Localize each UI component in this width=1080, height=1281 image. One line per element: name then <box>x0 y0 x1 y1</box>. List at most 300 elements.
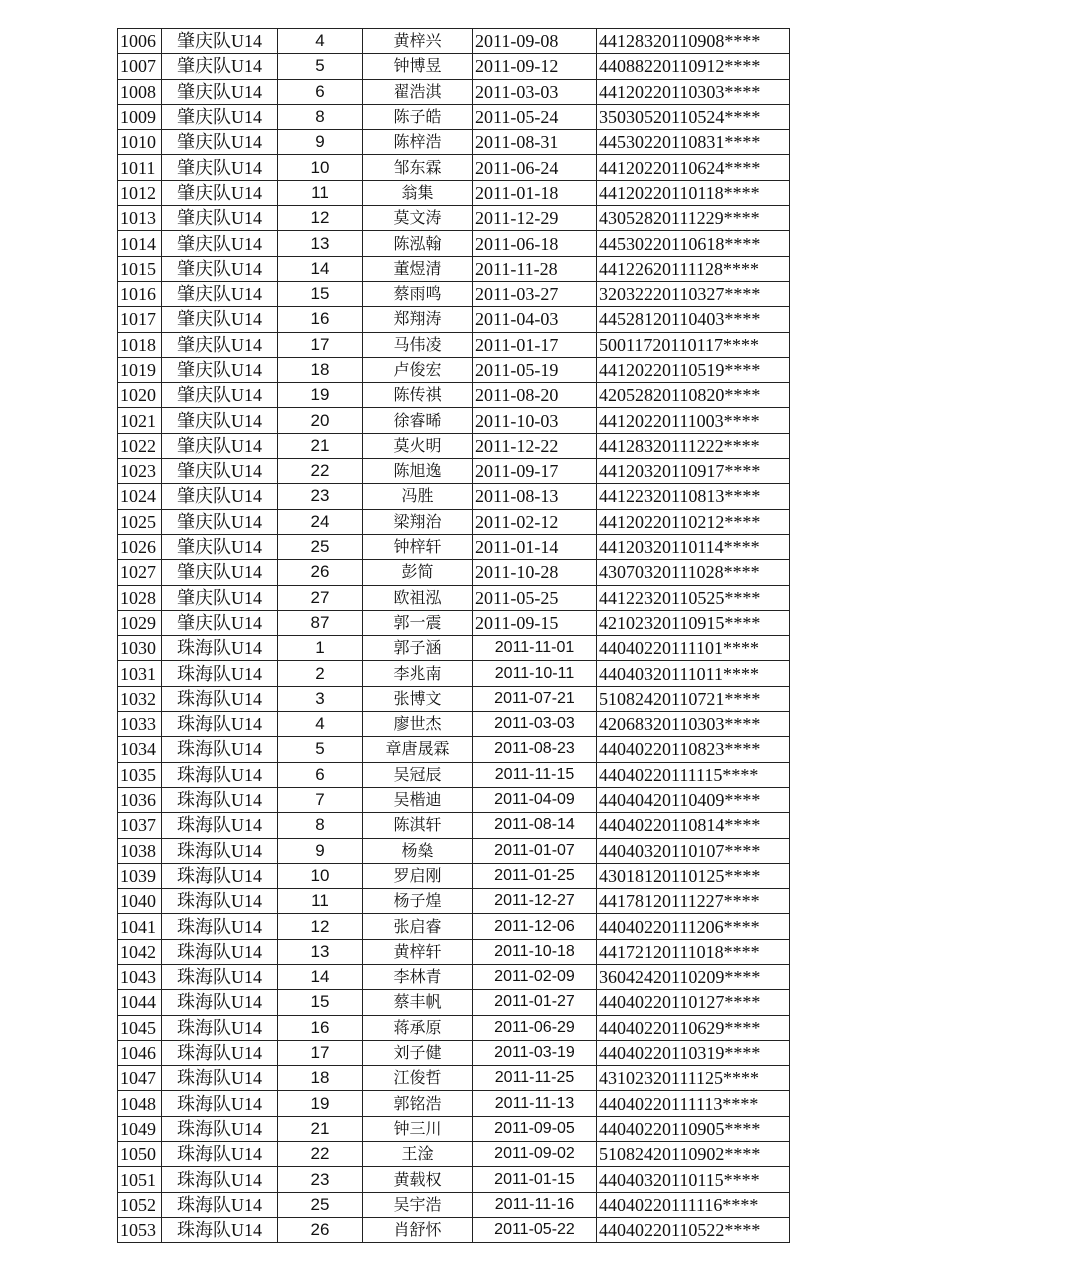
player-id-cell: 1038 <box>118 838 162 863</box>
player-id-cell: 1026 <box>118 534 162 559</box>
roster-sheet <box>117 28 790 1243</box>
player-id-cell: 1045 <box>118 1015 162 1040</box>
player-name-cell: 莫文涛 <box>363 206 473 231</box>
jersey-number-cell: 5 <box>278 737 363 762</box>
id-number-cell: 44040220111113**** <box>597 1091 790 1116</box>
team-cell: 肇庆队U14 <box>162 560 278 585</box>
table-row <box>118 1066 790 1091</box>
birth-date-cell: 2011-12-29 <box>473 206 597 231</box>
jersey-number-cell: 26 <box>278 560 363 585</box>
id-number-cell: 44120220110624**** <box>597 155 790 180</box>
team-cell: 肇庆队U14 <box>162 130 278 155</box>
table-row <box>118 1217 790 1242</box>
id-number-cell: 43102320111125**** <box>597 1066 790 1091</box>
jersey-number-cell: 22 <box>278 459 363 484</box>
table-row <box>118 534 790 559</box>
player-id-cell: 1040 <box>118 889 162 914</box>
jersey-number-cell: 18 <box>278 1066 363 1091</box>
jersey-number-cell: 17 <box>278 332 363 357</box>
birth-date-cell: 2011-11-13 <box>473 1091 597 1116</box>
player-id-cell: 1011 <box>118 155 162 180</box>
player-id-cell: 1053 <box>118 1217 162 1242</box>
table-row <box>118 1015 790 1040</box>
jersey-number-cell: 21 <box>278 433 363 458</box>
team-cell: 珠海队U14 <box>162 838 278 863</box>
id-number-cell: 32032220110327**** <box>597 281 790 306</box>
team-cell: 珠海队U14 <box>162 813 278 838</box>
birth-date-cell: 2011-05-19 <box>473 357 597 382</box>
player-roster-table <box>117 28 790 1243</box>
id-number-cell: 44122320110813**** <box>597 484 790 509</box>
birth-date-cell: 2011-12-27 <box>473 889 597 914</box>
team-cell: 珠海队U14 <box>162 636 278 661</box>
player-id-cell: 1007 <box>118 54 162 79</box>
team-cell: 肇庆队U14 <box>162 459 278 484</box>
player-name-cell: 陈梓浩 <box>363 130 473 155</box>
team-cell: 肇庆队U14 <box>162 54 278 79</box>
birth-date-cell: 2011-12-22 <box>473 433 597 458</box>
jersey-number-cell: 3 <box>278 686 363 711</box>
player-id-cell: 1016 <box>118 281 162 306</box>
team-cell: 肇庆队U14 <box>162 307 278 332</box>
player-id-cell: 1010 <box>118 130 162 155</box>
id-number-cell: 51082420110721**** <box>597 686 790 711</box>
id-number-cell: 44040220110319**** <box>597 1040 790 1065</box>
player-id-cell: 1034 <box>118 737 162 762</box>
birth-date-cell: 2011-12-06 <box>473 914 597 939</box>
birth-date-cell: 2011-05-25 <box>473 585 597 610</box>
table-row <box>118 686 790 711</box>
player-name-cell: 章唐晟霖 <box>363 737 473 762</box>
birth-date-cell: 2011-01-17 <box>473 332 597 357</box>
jersey-number-cell: 19 <box>278 383 363 408</box>
player-id-cell: 1012 <box>118 180 162 205</box>
birth-date-cell: 2011-11-15 <box>473 762 597 787</box>
jersey-number-cell: 25 <box>278 534 363 559</box>
player-name-cell: 邹东霖 <box>363 155 473 180</box>
jersey-number-cell: 6 <box>278 79 363 104</box>
team-cell: 肇庆队U14 <box>162 231 278 256</box>
birth-date-cell: 2011-07-21 <box>473 686 597 711</box>
jersey-number-cell: 16 <box>278 307 363 332</box>
id-number-cell: 44040220110814**** <box>597 813 790 838</box>
table-row <box>118 585 790 610</box>
team-cell: 珠海队U14 <box>162 787 278 812</box>
id-number-cell: 42102320110915**** <box>597 610 790 635</box>
jersey-number-cell: 4 <box>278 712 363 737</box>
player-name-cell: 翁集 <box>363 180 473 205</box>
id-number-cell: 44122620111128**** <box>597 256 790 281</box>
id-number-cell: 51082420110902**** <box>597 1142 790 1167</box>
player-name-cell: 江俊哲 <box>363 1066 473 1091</box>
table-row <box>118 863 790 888</box>
player-name-cell: 郭铭浩 <box>363 1091 473 1116</box>
player-name-cell: 吴冠辰 <box>363 762 473 787</box>
id-number-cell: 44120320110114**** <box>597 534 790 559</box>
birth-date-cell: 2011-11-01 <box>473 636 597 661</box>
player-id-cell: 1019 <box>118 357 162 382</box>
birth-date-cell: 2011-05-24 <box>473 104 597 129</box>
table-row <box>118 712 790 737</box>
team-cell: 珠海队U14 <box>162 762 278 787</box>
table-row <box>118 484 790 509</box>
id-number-cell: 44040220110522**** <box>597 1217 790 1242</box>
team-cell: 珠海队U14 <box>162 863 278 888</box>
table-row <box>118 964 790 989</box>
id-number-cell: 44040320110115**** <box>597 1167 790 1192</box>
player-name-cell: 董煜清 <box>363 256 473 281</box>
player-id-cell: 1020 <box>118 383 162 408</box>
player-name-cell: 黄载权 <box>363 1167 473 1192</box>
player-id-cell: 1032 <box>118 686 162 711</box>
jersey-number-cell: 11 <box>278 180 363 205</box>
player-name-cell: 蔡雨鸣 <box>363 281 473 306</box>
birth-date-cell: 2011-03-03 <box>473 712 597 737</box>
id-number-cell: 44040220110823**** <box>597 737 790 762</box>
player-id-cell: 1043 <box>118 964 162 989</box>
player-id-cell: 1028 <box>118 585 162 610</box>
team-cell: 肇庆队U14 <box>162 509 278 534</box>
player-name-cell: 翟浩淇 <box>363 79 473 104</box>
table-row <box>118 762 790 787</box>
table-row <box>118 79 790 104</box>
player-id-cell: 1033 <box>118 712 162 737</box>
jersey-number-cell: 26 <box>278 1217 363 1242</box>
player-name-cell: 郭一震 <box>363 610 473 635</box>
player-name-cell: 陈淇轩 <box>363 813 473 838</box>
team-cell: 珠海队U14 <box>162 1217 278 1242</box>
player-name-cell: 梁翔治 <box>363 509 473 534</box>
player-name-cell: 莫火明 <box>363 433 473 458</box>
player-id-cell: 1052 <box>118 1192 162 1217</box>
team-cell: 珠海队U14 <box>162 1040 278 1065</box>
jersey-number-cell: 14 <box>278 256 363 281</box>
birth-date-cell: 2011-01-07 <box>473 838 597 863</box>
table-row <box>118 1040 790 1065</box>
id-number-cell: 44530220110618**** <box>597 231 790 256</box>
table-row <box>118 1192 790 1217</box>
player-id-cell: 1050 <box>118 1142 162 1167</box>
id-number-cell: 44122320110525**** <box>597 585 790 610</box>
id-number-cell: 44120220110519**** <box>597 357 790 382</box>
team-cell: 珠海队U14 <box>162 1116 278 1141</box>
jersey-number-cell: 4 <box>278 29 363 54</box>
id-number-cell: 35030520110524**** <box>597 104 790 129</box>
player-name-cell: 徐睿晞 <box>363 408 473 433</box>
player-name-cell: 马伟凌 <box>363 332 473 357</box>
id-number-cell: 44040220110905**** <box>597 1116 790 1141</box>
birth-date-cell: 2011-05-22 <box>473 1217 597 1242</box>
jersey-number-cell: 24 <box>278 509 363 534</box>
jersey-number-cell: 25 <box>278 1192 363 1217</box>
player-name-cell: 钟三川 <box>363 1116 473 1141</box>
team-cell: 肇庆队U14 <box>162 610 278 635</box>
jersey-number-cell: 8 <box>278 104 363 129</box>
team-cell: 肇庆队U14 <box>162 281 278 306</box>
birth-date-cell: 2011-01-14 <box>473 534 597 559</box>
table-row <box>118 231 790 256</box>
birth-date-cell: 2011-04-09 <box>473 787 597 812</box>
birth-date-cell: 2011-03-19 <box>473 1040 597 1065</box>
team-cell: 珠海队U14 <box>162 1091 278 1116</box>
team-cell: 珠海队U14 <box>162 990 278 1015</box>
birth-date-cell: 2011-08-20 <box>473 383 597 408</box>
player-id-cell: 1009 <box>118 104 162 129</box>
team-cell: 肇庆队U14 <box>162 484 278 509</box>
player-id-cell: 1021 <box>118 408 162 433</box>
player-name-cell: 杨子煌 <box>363 889 473 914</box>
table-row <box>118 433 790 458</box>
player-name-cell: 卢俊宏 <box>363 357 473 382</box>
table-row <box>118 459 790 484</box>
team-cell: 珠海队U14 <box>162 914 278 939</box>
team-cell: 肇庆队U14 <box>162 206 278 231</box>
table-row <box>118 889 790 914</box>
player-name-cell: 李兆南 <box>363 661 473 686</box>
birth-date-cell: 2011-09-08 <box>473 29 597 54</box>
table-row <box>118 990 790 1015</box>
player-name-cell: 吴楷迪 <box>363 787 473 812</box>
player-name-cell: 欧祖泓 <box>363 585 473 610</box>
table-row <box>118 610 790 635</box>
team-cell: 肇庆队U14 <box>162 180 278 205</box>
table-row <box>118 256 790 281</box>
player-id-cell: 1018 <box>118 332 162 357</box>
birth-date-cell: 2011-08-31 <box>473 130 597 155</box>
birth-date-cell: 2011-08-14 <box>473 813 597 838</box>
table-row <box>118 661 790 686</box>
player-id-cell: 1044 <box>118 990 162 1015</box>
jersey-number-cell: 9 <box>278 838 363 863</box>
player-name-cell: 吴宇浩 <box>363 1192 473 1217</box>
table-row <box>118 54 790 79</box>
player-name-cell: 杨燊 <box>363 838 473 863</box>
birth-date-cell: 2011-08-13 <box>473 484 597 509</box>
team-cell: 肇庆队U14 <box>162 383 278 408</box>
id-number-cell: 44040320110107**** <box>597 838 790 863</box>
team-cell: 肇庆队U14 <box>162 155 278 180</box>
player-id-cell: 1013 <box>118 206 162 231</box>
birth-date-cell: 2011-02-12 <box>473 509 597 534</box>
table-row <box>118 130 790 155</box>
jersey-number-cell: 13 <box>278 939 363 964</box>
jersey-number-cell: 14 <box>278 964 363 989</box>
player-name-cell: 黄梓轩 <box>363 939 473 964</box>
player-name-cell: 郑翔涛 <box>363 307 473 332</box>
id-number-cell: 43070320111028**** <box>597 560 790 585</box>
id-number-cell: 44088220110912**** <box>597 54 790 79</box>
birth-date-cell: 2011-06-29 <box>473 1015 597 1040</box>
table-row <box>118 408 790 433</box>
team-cell: 珠海队U14 <box>162 661 278 686</box>
jersey-number-cell: 17 <box>278 1040 363 1065</box>
table-row <box>118 104 790 129</box>
jersey-number-cell: 2 <box>278 661 363 686</box>
birth-date-cell: 2011-01-25 <box>473 863 597 888</box>
player-id-cell: 1046 <box>118 1040 162 1065</box>
id-number-cell: 44040220111116**** <box>597 1192 790 1217</box>
birth-date-cell: 2011-02-09 <box>473 964 597 989</box>
team-cell: 肇庆队U14 <box>162 408 278 433</box>
player-id-cell: 1031 <box>118 661 162 686</box>
id-number-cell: 44120220110118**** <box>597 180 790 205</box>
player-name-cell: 蒋承原 <box>363 1015 473 1040</box>
table-row <box>118 1091 790 1116</box>
table-row <box>118 509 790 534</box>
player-id-cell: 1041 <box>118 914 162 939</box>
player-name-cell: 张博文 <box>363 686 473 711</box>
id-number-cell: 44040320111011**** <box>597 661 790 686</box>
birth-date-cell: 2011-09-17 <box>473 459 597 484</box>
player-name-cell: 陈泓翰 <box>363 231 473 256</box>
team-cell: 珠海队U14 <box>162 964 278 989</box>
player-id-cell: 1014 <box>118 231 162 256</box>
jersey-number-cell: 27 <box>278 585 363 610</box>
team-cell: 珠海队U14 <box>162 939 278 964</box>
table-row <box>118 357 790 382</box>
player-id-cell: 1035 <box>118 762 162 787</box>
id-number-cell: 44120220110212**** <box>597 509 790 534</box>
player-name-cell: 蔡丰帆 <box>363 990 473 1015</box>
birth-date-cell: 2011-10-03 <box>473 408 597 433</box>
table-row <box>118 560 790 585</box>
jersey-number-cell: 13 <box>278 231 363 256</box>
table-row <box>118 206 790 231</box>
id-number-cell: 44528120110403**** <box>597 307 790 332</box>
jersey-number-cell: 12 <box>278 914 363 939</box>
team-cell: 肇庆队U14 <box>162 79 278 104</box>
player-name-cell: 钟梓轩 <box>363 534 473 559</box>
table-row <box>118 1167 790 1192</box>
birth-date-cell: 2011-06-18 <box>473 231 597 256</box>
team-cell: 肇庆队U14 <box>162 585 278 610</box>
birth-date-cell: 2011-04-03 <box>473 307 597 332</box>
team-cell: 珠海队U14 <box>162 1192 278 1217</box>
birth-date-cell: 2011-09-12 <box>473 54 597 79</box>
player-id-cell: 1042 <box>118 939 162 964</box>
id-number-cell: 42052820110820**** <box>597 383 790 408</box>
player-name-cell: 郭子涵 <box>363 636 473 661</box>
id-number-cell: 44530220110831**** <box>597 130 790 155</box>
team-cell: 珠海队U14 <box>162 1167 278 1192</box>
table-row <box>118 281 790 306</box>
id-number-cell: 44120220110303**** <box>597 79 790 104</box>
roster-body <box>118 29 790 1243</box>
player-name-cell: 冯胜 <box>363 484 473 509</box>
team-cell: 肇庆队U14 <box>162 256 278 281</box>
birth-date-cell: 2011-09-02 <box>473 1142 597 1167</box>
jersey-number-cell: 6 <box>278 762 363 787</box>
birth-date-cell: 2011-01-18 <box>473 180 597 205</box>
id-number-cell: 44040220110629**** <box>597 1015 790 1040</box>
id-number-cell: 43052820111229**** <box>597 206 790 231</box>
table-row <box>118 737 790 762</box>
table-row <box>118 180 790 205</box>
id-number-cell: 44120220111003**** <box>597 408 790 433</box>
id-number-cell: 44040220111101**** <box>597 636 790 661</box>
player-id-cell: 1017 <box>118 307 162 332</box>
id-number-cell: 50011720110117**** <box>597 332 790 357</box>
team-cell: 肇庆队U14 <box>162 332 278 357</box>
player-name-cell: 王淦 <box>363 1142 473 1167</box>
player-name-cell: 刘子健 <box>363 1040 473 1065</box>
table-row <box>118 838 790 863</box>
player-name-cell: 彭简 <box>363 560 473 585</box>
player-id-cell: 1027 <box>118 560 162 585</box>
player-id-cell: 1022 <box>118 433 162 458</box>
id-number-cell: 44128320111222**** <box>597 433 790 458</box>
id-number-cell: 44178120111227**** <box>597 889 790 914</box>
jersey-number-cell: 20 <box>278 408 363 433</box>
table-row <box>118 383 790 408</box>
jersey-number-cell: 19 <box>278 1091 363 1116</box>
id-number-cell: 44040220111115**** <box>597 762 790 787</box>
jersey-number-cell: 7 <box>278 787 363 812</box>
id-number-cell: 43018120110125**** <box>597 863 790 888</box>
jersey-number-cell: 11 <box>278 889 363 914</box>
birth-date-cell: 2011-10-18 <box>473 939 597 964</box>
player-id-cell: 1036 <box>118 787 162 812</box>
team-cell: 肇庆队U14 <box>162 104 278 129</box>
jersey-number-cell: 12 <box>278 206 363 231</box>
id-number-cell: 44128320110908**** <box>597 29 790 54</box>
player-id-cell: 1030 <box>118 636 162 661</box>
birth-date-cell: 2011-11-16 <box>473 1192 597 1217</box>
table-row <box>118 1142 790 1167</box>
player-name-cell: 李林青 <box>363 964 473 989</box>
team-cell: 肇庆队U14 <box>162 534 278 559</box>
id-number-cell: 44040220110127**** <box>597 990 790 1015</box>
team-cell: 珠海队U14 <box>162 737 278 762</box>
jersey-number-cell: 23 <box>278 484 363 509</box>
player-name-cell: 罗启刚 <box>363 863 473 888</box>
birth-date-cell: 2011-11-25 <box>473 1066 597 1091</box>
player-name-cell: 陈传祺 <box>363 383 473 408</box>
team-cell: 珠海队U14 <box>162 1142 278 1167</box>
table-row <box>118 307 790 332</box>
player-id-cell: 1051 <box>118 1167 162 1192</box>
birth-date-cell: 2011-09-05 <box>473 1116 597 1141</box>
birth-date-cell: 2011-10-28 <box>473 560 597 585</box>
player-name-cell: 肖舒怀 <box>363 1217 473 1242</box>
player-id-cell: 1023 <box>118 459 162 484</box>
id-number-cell: 44040220111206**** <box>597 914 790 939</box>
player-name-cell: 陈子皓 <box>363 104 473 129</box>
birth-date-cell: 2011-09-15 <box>473 610 597 635</box>
birth-date-cell: 2011-01-15 <box>473 1167 597 1192</box>
player-id-cell: 1024 <box>118 484 162 509</box>
jersey-number-cell: 16 <box>278 1015 363 1040</box>
birth-date-cell: 2011-11-28 <box>473 256 597 281</box>
team-cell: 珠海队U14 <box>162 686 278 711</box>
team-cell: 珠海队U14 <box>162 712 278 737</box>
jersey-number-cell: 8 <box>278 813 363 838</box>
id-number-cell: 44040420110409**** <box>597 787 790 812</box>
birth-date-cell: 2011-08-23 <box>473 737 597 762</box>
player-id-cell: 1039 <box>118 863 162 888</box>
table-row <box>118 939 790 964</box>
jersey-number-cell: 5 <box>278 54 363 79</box>
birth-date-cell: 2011-10-11 <box>473 661 597 686</box>
player-name-cell: 黄梓兴 <box>363 29 473 54</box>
player-id-cell: 1015 <box>118 256 162 281</box>
team-cell: 肇庆队U14 <box>162 29 278 54</box>
jersey-number-cell: 21 <box>278 1116 363 1141</box>
id-number-cell: 36042420110209**** <box>597 964 790 989</box>
table-row <box>118 636 790 661</box>
jersey-number-cell: 87 <box>278 610 363 635</box>
table-row <box>118 332 790 357</box>
